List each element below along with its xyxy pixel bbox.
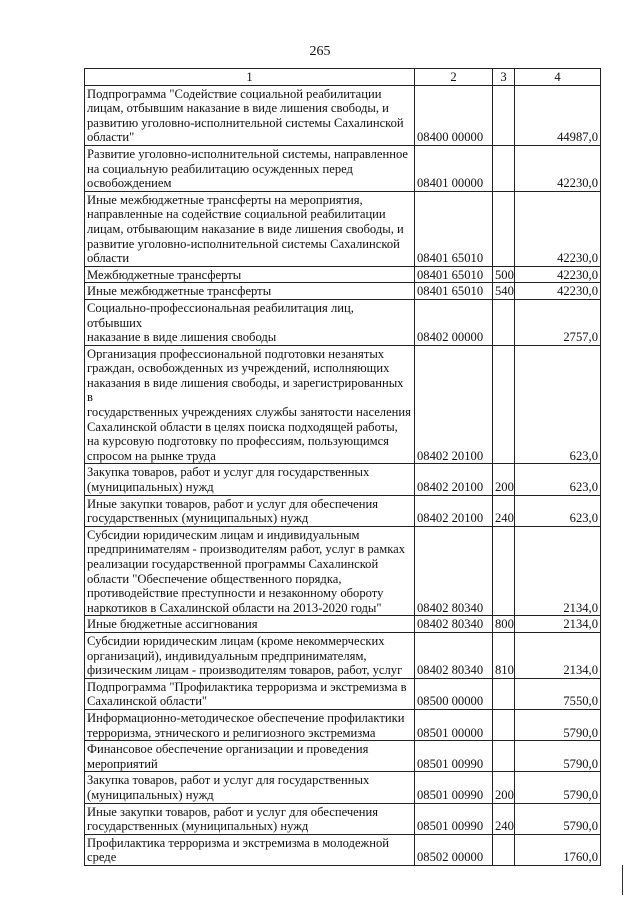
row-code-cell: 08501 00990: [415, 741, 493, 772]
row-code-cell: 08402 80340: [415, 526, 493, 616]
row-type-cell: 540: [493, 283, 515, 300]
row-code-cell: 08500 00000: [415, 678, 493, 709]
row-name-cell: Закупка товаров, работ и услуг для государственных (муниципальных) нужд: [85, 772, 415, 803]
row-code-cell: 08402 80340: [415, 616, 493, 633]
table-row: [85, 299, 601, 345]
table-row: [85, 266, 601, 283]
row-code-cell: 08402 20100: [415, 345, 493, 464]
header-cell-code: 2: [415, 69, 493, 86]
row-type-cell: [493, 299, 515, 345]
row-code-cell: 08501 00990: [415, 803, 493, 834]
table-row: [85, 526, 601, 616]
row-code-cell: 08402 20100: [415, 464, 493, 495]
row-sum-cell: 5790,0: [515, 772, 601, 803]
row-type-cell: 200: [493, 772, 515, 803]
table-row: [85, 495, 601, 526]
row-name-cell: Иные межбюджетные трансферты на мероприятия, направленные на содействие социальной реабилитации лицам, отбывающим наказание в виде лишения свободы, и развитие уголовно-исполнительной системы Сахалинской области: [85, 191, 415, 266]
row-name-cell: Профилактика терроризма и экстремизма в молодежной среде: [85, 834, 415, 865]
row-type-cell: [493, 145, 515, 191]
row-name-cell: Организация профессиональной подготовки незанятых граждан, освобожденных из учреждений, исполняющих наказания в виде лишения свободы, и зарегистрированных в государственных учреждениях службы занятости населения Сахалинской области в целях поиска подходящей работы, на курсовую подготовку по профессиям, пользующимся спросом на рынке труда: [85, 345, 415, 464]
row-code-cell: 08401 00000: [415, 145, 493, 191]
row-name-cell: Иные закупки товаров, работ и услуг для обеспечения государственных (муниципальных) нужд: [85, 803, 415, 834]
row-type-cell: [493, 85, 515, 145]
row-type-cell: 810: [493, 632, 515, 678]
table-row: [85, 85, 601, 145]
row-code-cell: 08502 00000: [415, 834, 493, 865]
row-code-cell: 08501 00990: [415, 772, 493, 803]
row-name-cell: Развитие уголовно-исполнительной системы, направленное на социальную реабилитацию осужденных перед освобождением: [85, 145, 415, 191]
row-type-cell: 200: [493, 464, 515, 495]
row-name-cell: Подпрограмма "Профилактика терроризма и экстремизма в Сахалинской области": [85, 678, 415, 709]
row-code-cell: 08402 20100: [415, 495, 493, 526]
row-sum-cell: 5790,0: [515, 709, 601, 740]
header-row: [85, 69, 601, 86]
row-sum-cell: 2134,0: [515, 632, 601, 678]
row-name-cell: Социально-профессиональная реабилитация лиц, отбывших наказание в виде лишения свободы: [85, 299, 415, 345]
row-type-cell: [493, 678, 515, 709]
row-name-cell: Иные межбюджетные трансферты: [85, 283, 415, 300]
header-cell-type: 3: [493, 69, 515, 86]
row-sum-cell: 42230,0: [515, 191, 601, 266]
table-row: [85, 616, 601, 633]
table-row: [85, 741, 601, 772]
row-sum-cell: 2134,0: [515, 526, 601, 616]
row-sum-cell: 623,0: [515, 464, 601, 495]
row-code-cell: 08400 00000: [415, 85, 493, 145]
table-row: [85, 678, 601, 709]
row-sum-cell: 42230,0: [515, 283, 601, 300]
row-sum-cell: 2757,0: [515, 299, 601, 345]
row-type-cell: [493, 834, 515, 865]
row-sum-cell: 5790,0: [515, 803, 601, 834]
row-code-cell: 08401 65010: [415, 266, 493, 283]
table-row: [85, 464, 601, 495]
table-row: [85, 803, 601, 834]
row-name-cell: Закупка товаров, работ и услуг для государственных (муниципальных) нужд: [85, 464, 415, 495]
row-code-cell: 08401 65010: [415, 283, 493, 300]
row-name-cell: Иные бюджетные ассигнования: [85, 616, 415, 633]
row-type-cell: [493, 191, 515, 266]
row-name-cell: Иные закупки товаров, работ и услуг для обеспечения государственных (муниципальных) нужд: [85, 495, 415, 526]
row-type-cell: [493, 709, 515, 740]
page-number: 265: [309, 44, 331, 59]
row-type-cell: [493, 741, 515, 772]
table-row: [85, 834, 601, 865]
row-sum-cell: 5790,0: [515, 741, 601, 772]
row-sum-cell: 7550,0: [515, 678, 601, 709]
row-name-cell: Субсидии юридическим лицам (кроме некоммерческих организаций), индивидуальным предпринимателям, физическим лицам - производителям товаров, работ, услуг: [85, 632, 415, 678]
row-type-cell: 240: [493, 495, 515, 526]
row-sum-cell: 2134,0: [515, 616, 601, 633]
row-sum-cell: 1760,0: [515, 834, 601, 865]
table-row: [85, 191, 601, 266]
row-type-cell: 240: [493, 803, 515, 834]
row-sum-cell: 44987,0: [515, 85, 601, 145]
row-sum-cell: 42230,0: [515, 145, 601, 191]
table-row: [85, 709, 601, 740]
row-sum-cell: 42230,0: [515, 266, 601, 283]
row-type-cell: 800: [493, 616, 515, 633]
row-sum-cell: 623,0: [515, 345, 601, 464]
row-code-cell: 08402 80340: [415, 632, 493, 678]
budget-table: [84, 68, 601, 866]
row-sum-cell: 623,0: [515, 495, 601, 526]
row-type-cell: [493, 345, 515, 464]
table-row: [85, 772, 601, 803]
row-type-cell: 500: [493, 266, 515, 283]
row-code-cell: 08402 00000: [415, 299, 493, 345]
table-row: [85, 345, 601, 464]
margin-mark: [622, 865, 623, 895]
table-row: [85, 283, 601, 300]
row-code-cell: 08501 00000: [415, 709, 493, 740]
row-name-cell: Информационно-методическое обеспечение профилактики терроризма, этнического и религиозного экстремизма: [85, 709, 415, 740]
row-name-cell: Подпрограмма "Содействие социальной реабилитации лицам, отбывшим наказание в виде лишения свободы, и развитию уголовно-исполнительной системы Сахалинской области": [85, 85, 415, 145]
row-type-cell: [493, 526, 515, 616]
row-name-cell: Субсидии юридическим лицам и индивидуальным предпринимателям - производителям работ, услуг в рамках реализации государственной программы Сахалинской области "Обеспечение общественного порядка, противодействие преступности и незаконному обороту наркотиков в Сахалинской области на 2013-2020 годы": [85, 526, 415, 616]
row-name-cell: Межбюджетные трансферты: [85, 266, 415, 283]
header-cell-sum: 4: [515, 69, 601, 86]
header-cell-name: 1: [85, 69, 415, 86]
table-row: [85, 632, 601, 678]
row-code-cell: 08401 65010: [415, 191, 493, 266]
table-row: [85, 145, 601, 191]
row-name-cell: Финансовое обеспечение организации и проведения мероприятий: [85, 741, 415, 772]
